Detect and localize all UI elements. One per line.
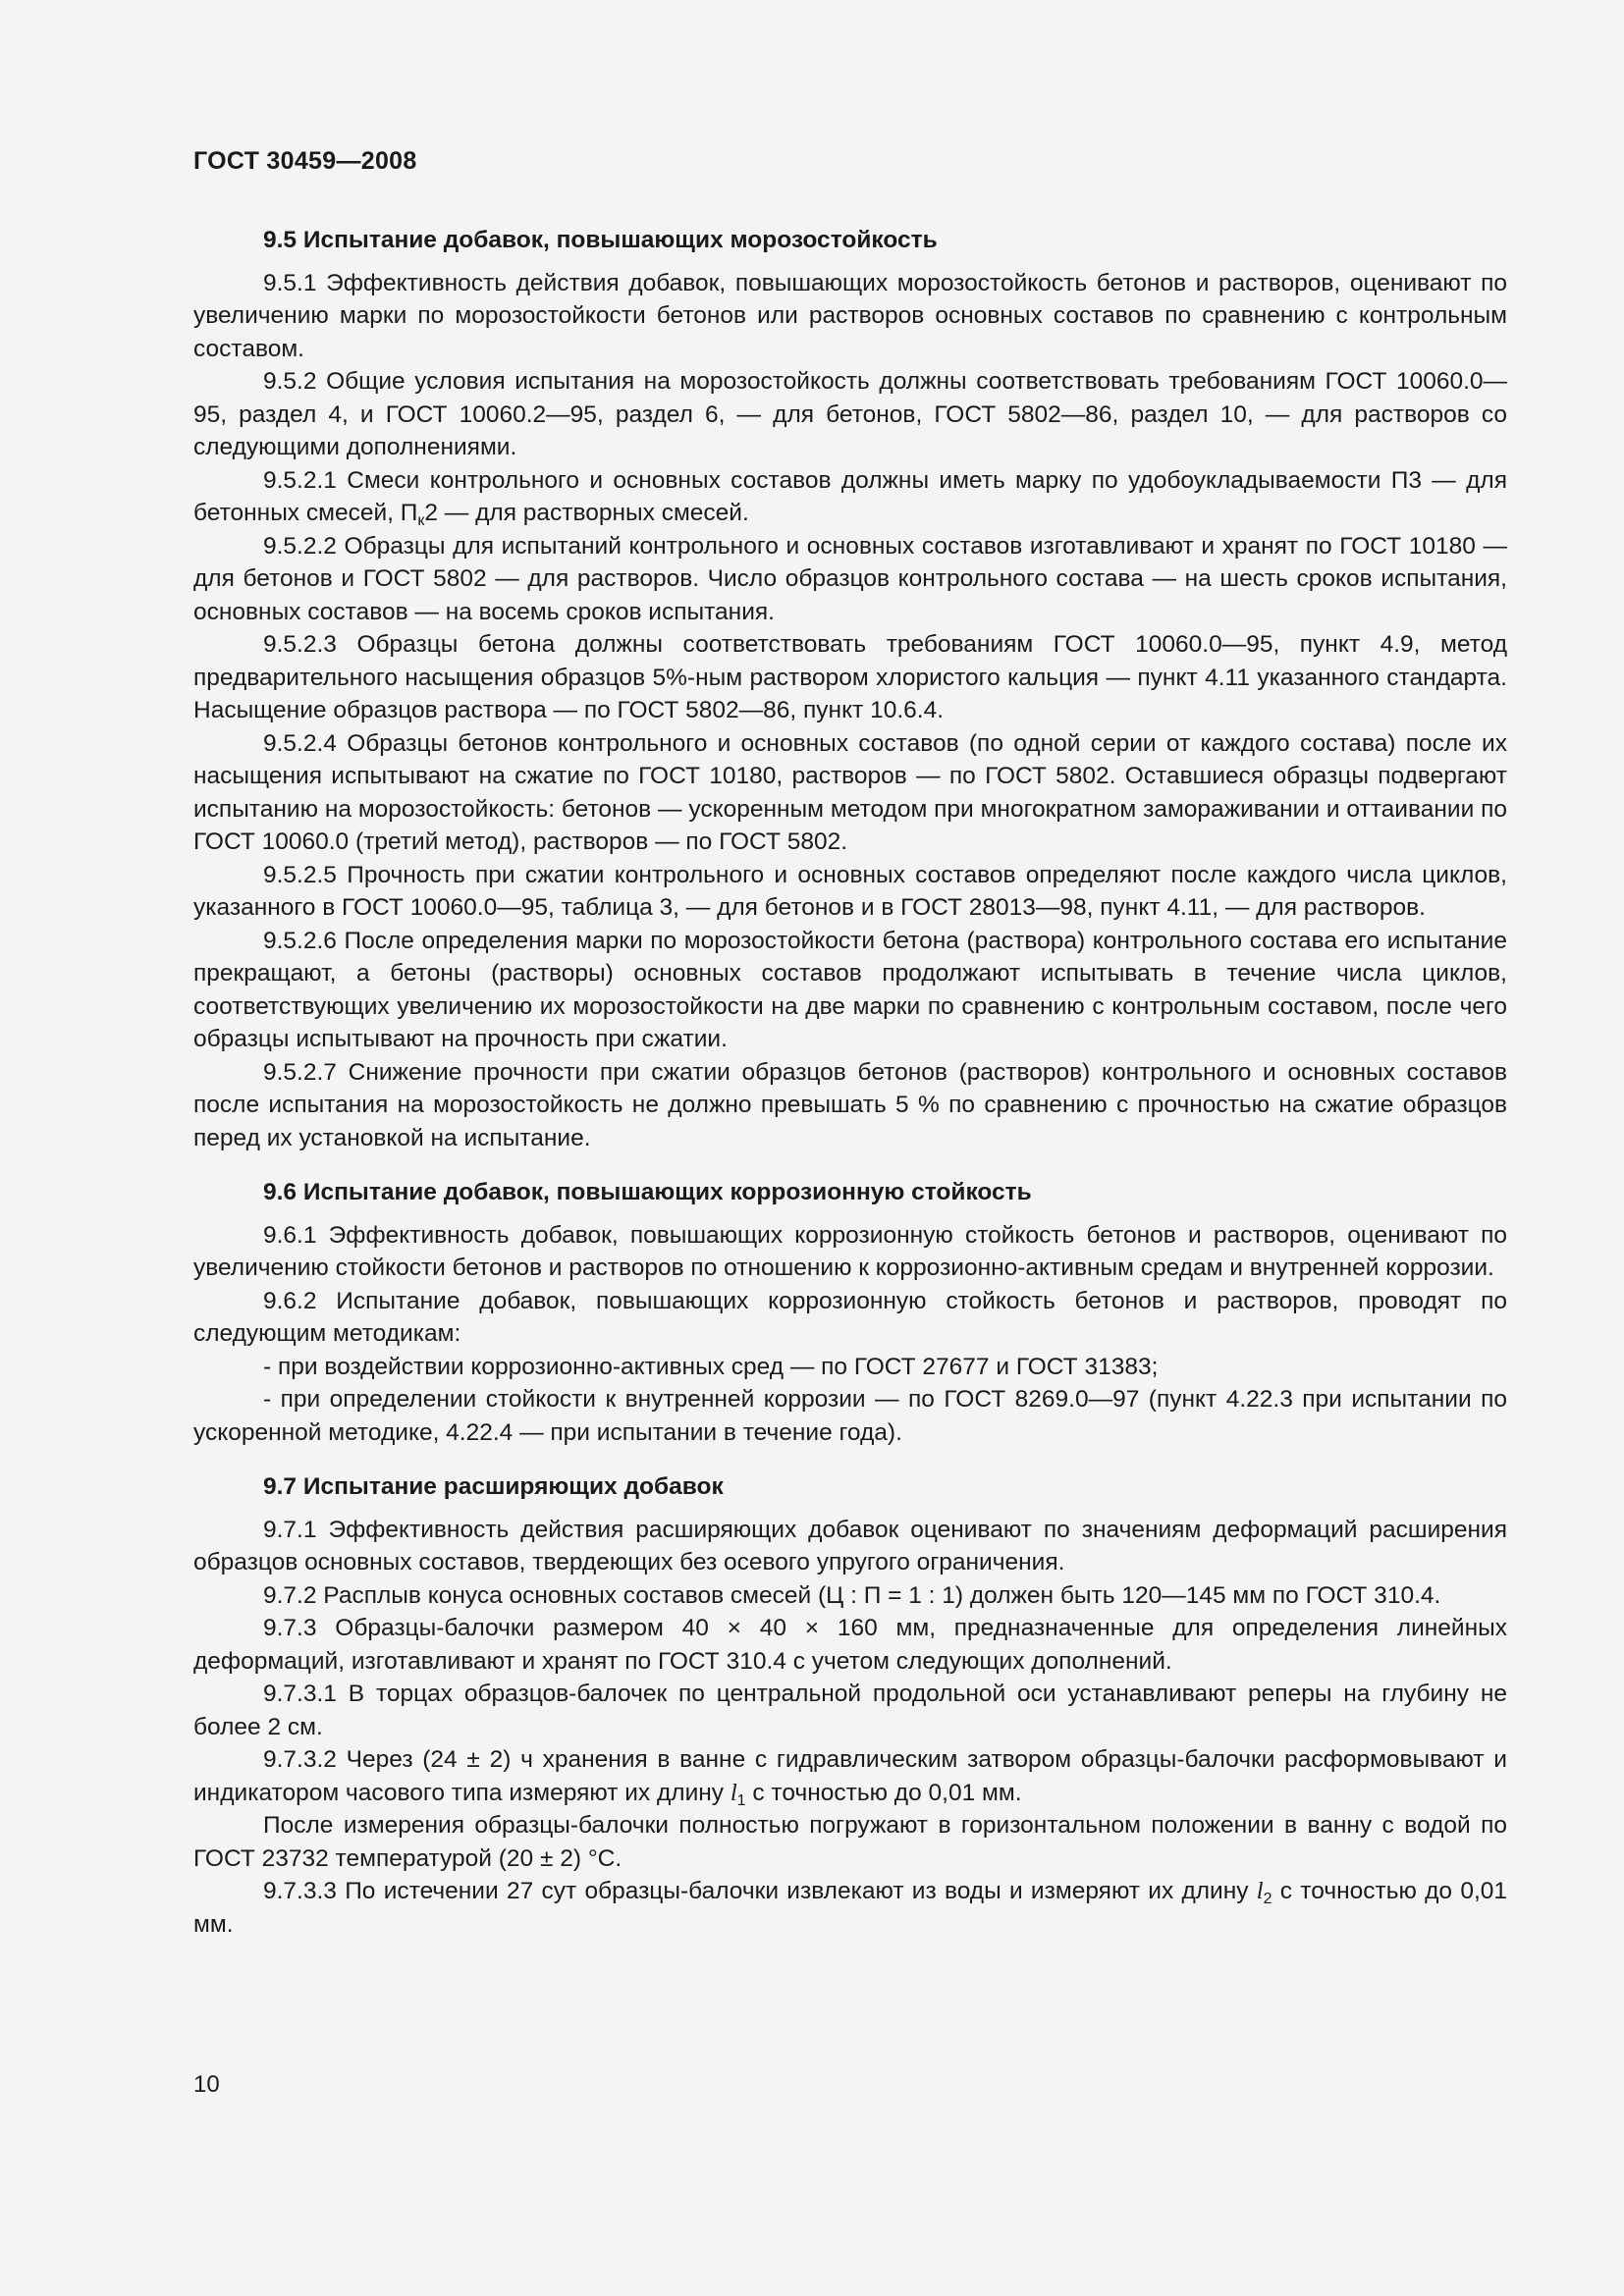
paragraph-9-7-2: 9.7.2 Расплыв конуса основных составов смесей (Ц : П = 1 : 1) должен быть 120—145 мм по ГОСТ 310.4. bbox=[263, 1581, 1441, 1609]
paragraph-9-5-1: 9.5.1 Эффективность действия добавок, повышающих морозостойкость бетонов и растворов, оценивают по увеличению марки по морозостойкости бетонов или растворов основных составов по сравнению с контрольным составом. bbox=[193, 269, 1507, 362]
subscript: к bbox=[417, 512, 425, 529]
list-item: - при определении стойкости к внутренней коррозии — по ГОСТ 8269.0—97 (пункт 4.22.3 при испытании по ускоренной методике, 4.22.4 — при испытании в течение года). bbox=[193, 1386, 1507, 1446]
paragraph-text: 9.5.2.1 Смеси контрольного и основных составов должны иметь марку по удобоукладываемости П3 — для бетонных смесей, П bbox=[193, 466, 1507, 526]
paragraph-9-5-2-4: 9.5.2.4 Образцы бетонов контрольного и основных составов (по одной серии от каждого состава) после их насыщения испытывают на сжатие по ГОСТ 10180, растворов — по ГОСТ 5802. Оставшиеся образцы подвергают испытанию на морозостойкость: бетонов — ускоренным методом при многократном замораживании и оттаивании по ГОСТ 10060.0 (третий метод), растворов — по ГОСТ 5802. bbox=[193, 729, 1507, 855]
section-heading-9-5: 9.5 Испытание добавок, повышающих морозостойкость bbox=[263, 227, 938, 253]
paragraph-9-5-2-2: 9.5.2.2 Образцы для испытаний контрольного и основных составов изготавливают и хранят по ГОСТ 10180 — для бетонов и ГОСТ 5802 — для растворов. Число образцов контрольного состава — на шесть сроков испытания, основных составов — на восемь сроков испытания. bbox=[193, 532, 1507, 625]
paragraph-9-7-3-1: 9.7.3.1 В торцах образцов-балочек по центральной продольной оси устанавливают реперы на глубину не более 2 см. bbox=[193, 1681, 1507, 1740]
paragraph-9-7-3-2 bbox=[193, 1743, 1507, 1809]
document-code-header: ГОСТ 30459—2008 bbox=[193, 147, 417, 175]
section-heading-9-7: 9.7 Испытание расширяющих добавок bbox=[263, 1473, 724, 1500]
document-body bbox=[193, 224, 1507, 1941]
page-number: 10 bbox=[193, 2071, 220, 2098]
paragraph-9-5-2-7: 9.5.2.7 Снижение прочности при сжатии образцов бетонов (растворов) контрольного и основных составов после испытания на морозостойкость не должно превышать 5 % по сравнению с прочностью на сжатие образцов перед их установкой на испытание. bbox=[193, 1058, 1507, 1151]
length-symbol: l bbox=[1256, 1878, 1264, 1904]
subscript: 2 bbox=[1263, 1891, 1272, 1907]
paragraph-9-5-2-1 bbox=[193, 464, 1507, 530]
paragraph-9-7-3-3 bbox=[193, 1875, 1507, 1941]
paragraph-9-5-2-6: 9.5.2.6 После определения марки по морозостойкости бетона (раствора) контрольного состава его испытание прекращают, а бетоны (растворы) основных составов продолжают испытывать в течение числа циклов, соответствующих увеличению их морозостойкости на две марки по сравнению с контрольным составом, после чего образцы испытывают на прочность при сжатии. bbox=[193, 927, 1507, 1052]
paragraph-9-5-2-5: 9.5.2.5 Прочность при сжатии контрольного и основных составов определяют после каждого числа циклов, указанного в ГОСТ 10060.0—95, таблица 3, — для бетонов и в ГОСТ 28013—98, пункт 4.11, — для растворов. bbox=[193, 861, 1507, 921]
paragraph-text: 2 — для растворных смесей. bbox=[424, 500, 749, 526]
section-heading-9-6: 9.6 Испытание добавок, повышающих коррозионную стойкость bbox=[263, 1179, 1032, 1205]
length-symbol: l bbox=[730, 1779, 737, 1806]
paragraph-9-6-1: 9.6.1 Эффективность добавок, повышающих коррозионную стойкость бетонов и растворов, оценивают по увеличению стойкости бетонов и растворов по отношению к коррозионно-активным средам и внутренней коррозии. bbox=[193, 1221, 1507, 1281]
subscript: 1 bbox=[736, 1791, 746, 1809]
paragraph-9-5-2-3: 9.5.2.3 Образцы бетона должны соответствовать требованиям ГОСТ 10060.0—95, пункт 4.9, метод предварительного насыщения образцов 5%-ным раствором хлористого кальция — пункт 4.11 указанного стандарта. Насыщение образцов раствора — по ГОСТ 5802—86, пункт 10.6.4. bbox=[193, 631, 1507, 723]
paragraph-9-6-2: 9.6.2 Испытание добавок, повышающих коррозионную стойкость бетонов и растворов, проводят по следующим методикам: bbox=[193, 1287, 1507, 1347]
paragraph-9-7-1: 9.7.1 Эффективность действия расширяющих добавок оценивают по значениям деформаций расширения образцов основных составов, твердеющих без осевого упругого ограничения. bbox=[193, 1516, 1507, 1575]
paragraph-after-measurement: После измерения образцы-балочки полностью погружают в горизонтальном положении в ванну с водой по ГОСТ 23732 температурой (20 ± 2) °С. bbox=[193, 1812, 1507, 1872]
list-item: - при воздействии коррозионно-активных сред — по ГОСТ 27677 и ГОСТ 31383; bbox=[263, 1353, 1159, 1380]
paragraph-text: 9.7.3.3 По истечении 27 сут образцы-балочки извлекают из воды и измеряют их длину bbox=[263, 1878, 1257, 1904]
paragraph-text: с точностью до 0,01 мм. bbox=[745, 1779, 1022, 1806]
paragraph-text: 9.7.3.2 Через (24 ± 2) ч хранения в ванне с гидравлическим затвором образцы-балочки расформовывают и индикатором часового типа измеряют их длину bbox=[193, 1746, 1507, 1806]
paragraph-9-7-3: 9.7.3 Образцы-балочки размером 40 × 40 × 160 мм, предназначенные для определения линейных деформаций, изготавливают и хранят по ГОСТ 310.4 с учетом следующих дополнений. bbox=[193, 1615, 1507, 1675]
paragraph-text: с точностью до 0,01 мм. bbox=[193, 1878, 1507, 1938]
paragraph-9-5-2: 9.5.2 Общие условия испытания на морозостойкость должны соответствовать требованиям ГОСТ 10060.0—95, раздел 4, и ГОСТ 10060.2—95, раздел 6, — для бетонов, ГОСТ 5802—86, раздел 10, — для растворов со следующими дополнениями. bbox=[193, 368, 1507, 460]
